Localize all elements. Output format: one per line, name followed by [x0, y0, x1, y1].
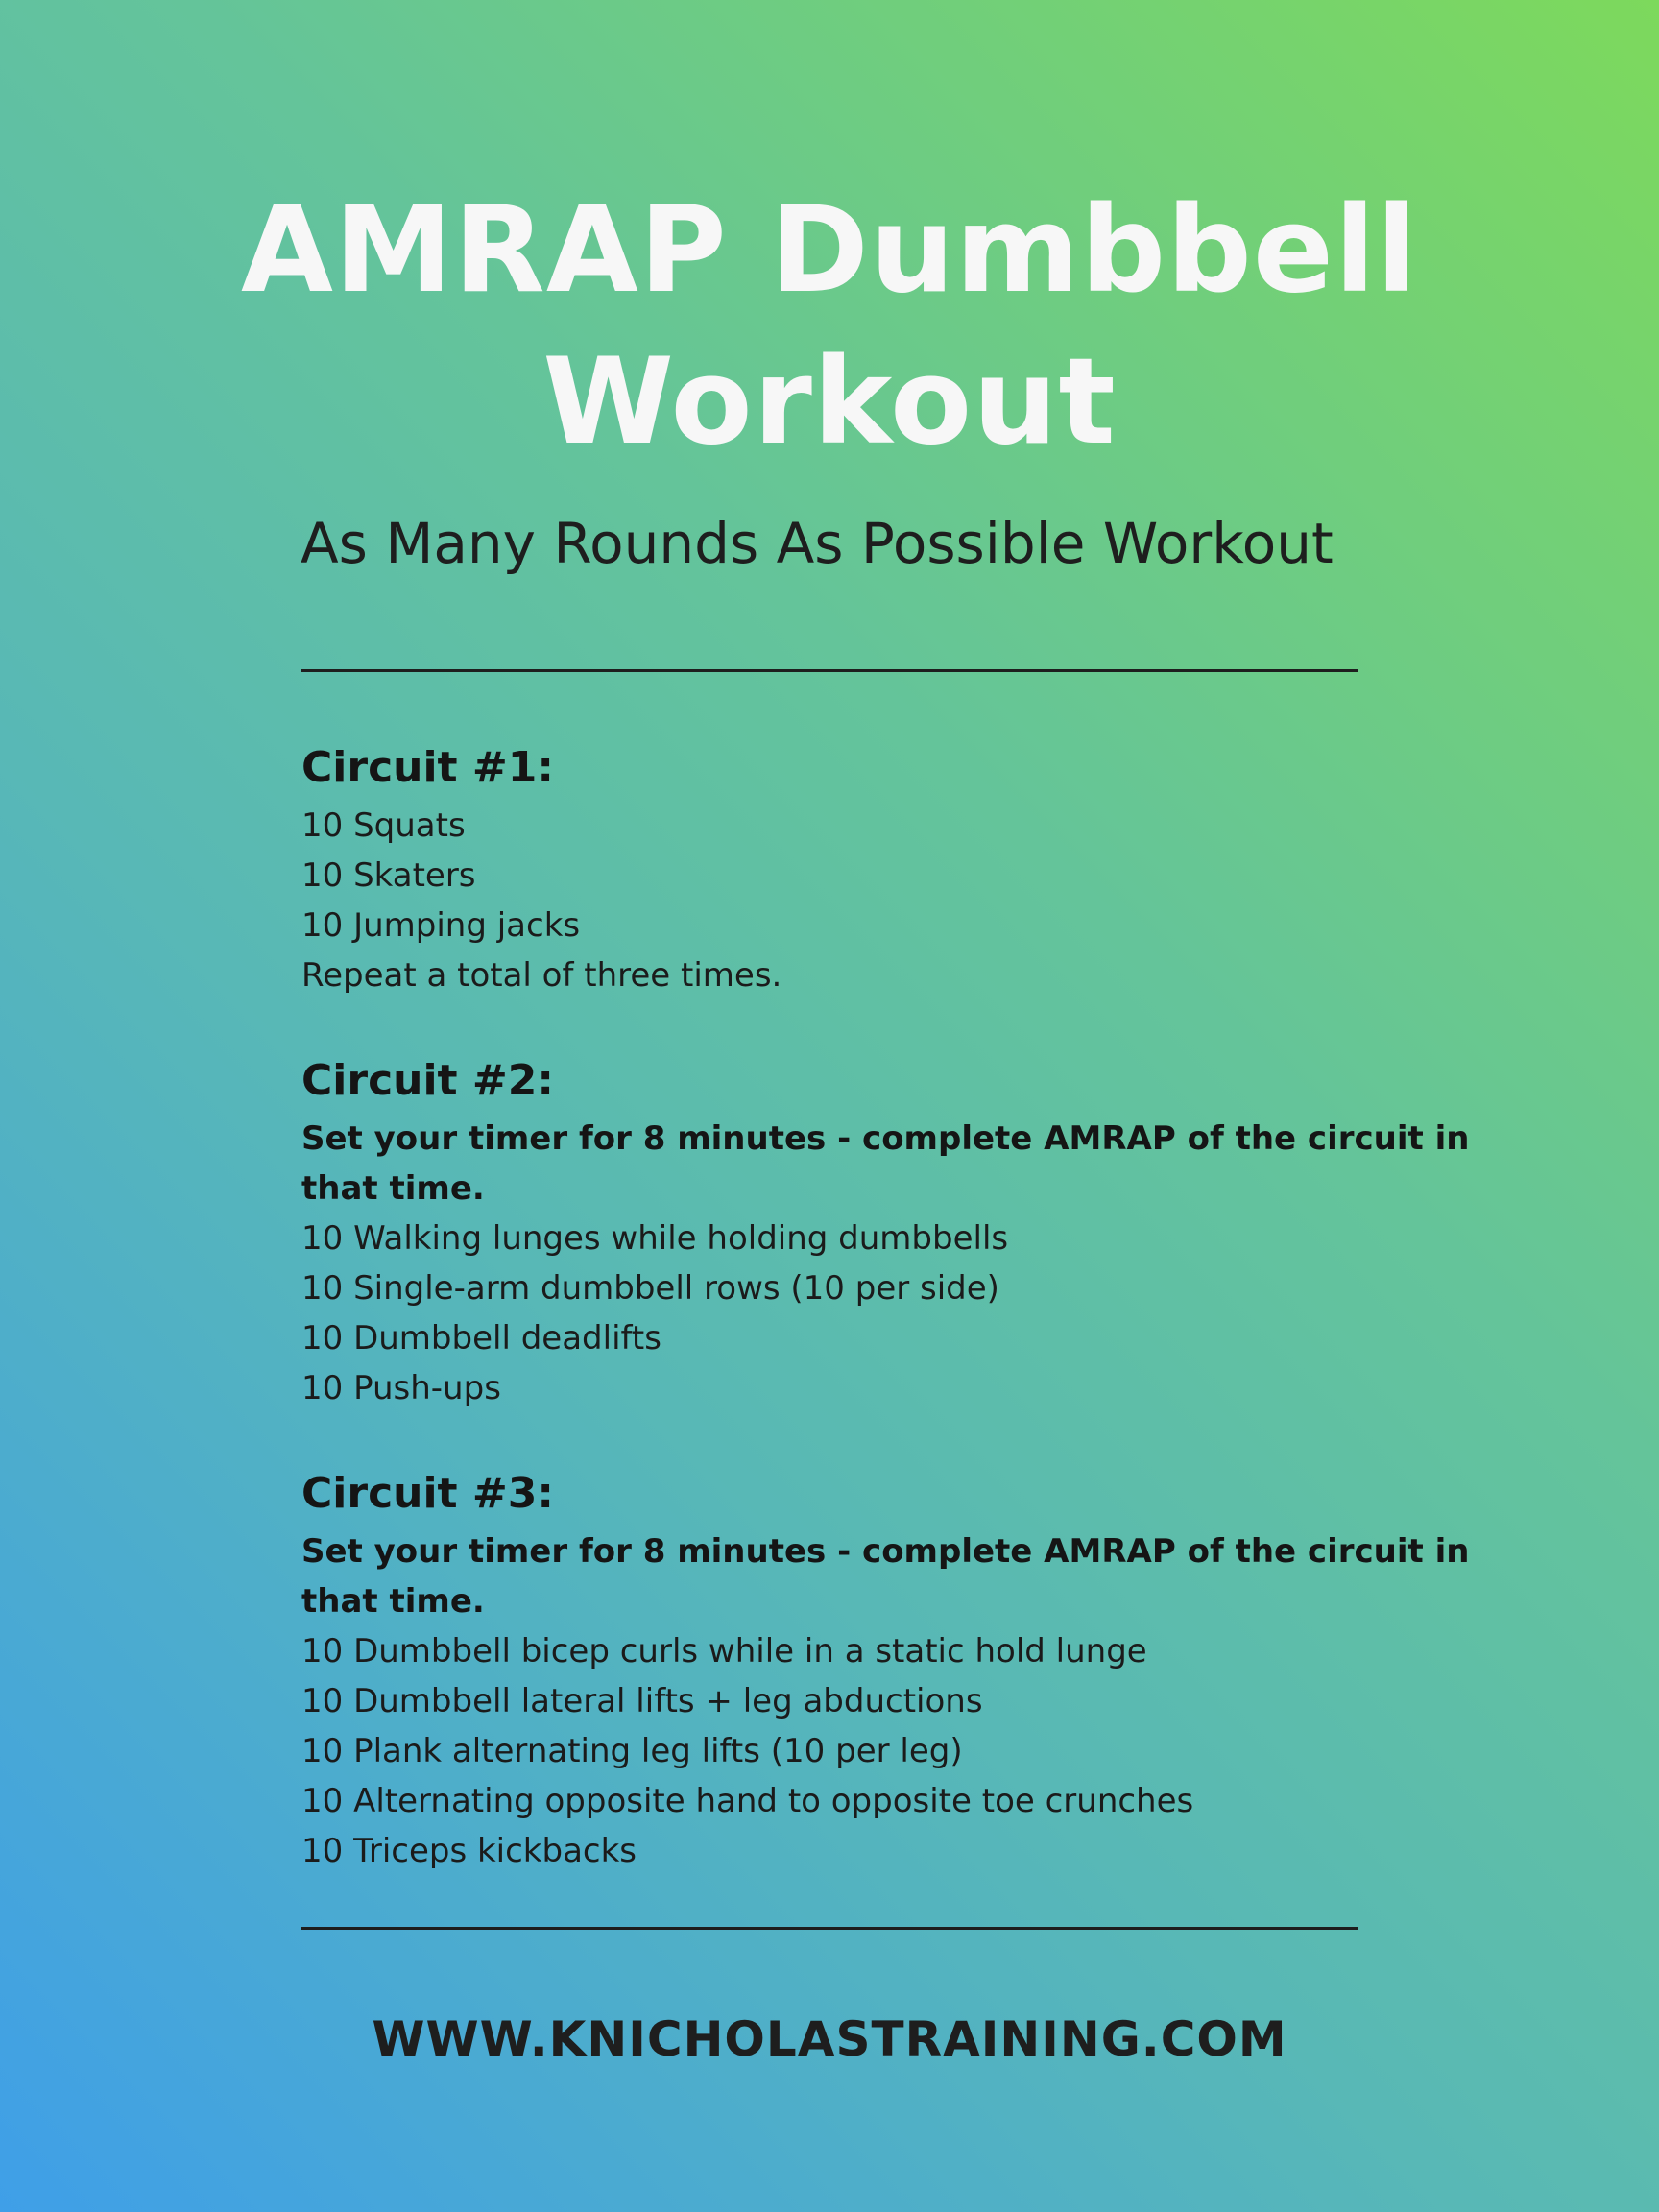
title-line-1: AMRAP Dumbbell — [241, 181, 1418, 320]
list-item: 10 Dumbbell bicep curls while in a static hold lunge — [301, 1632, 1147, 1671]
circuit-3 — [301, 1463, 1492, 1876]
list-item: 10 Single-arm dumbbell rows (10 per side) — [301, 1269, 999, 1308]
list-item: 10 Squats — [301, 806, 466, 845]
list-item: 10 Skaters — [301, 856, 476, 895]
list-item: 10 Jumping jacks — [301, 906, 581, 945]
circuit-heading: Circuit #2: — [301, 1056, 554, 1105]
exercise-list — [301, 1626, 1492, 1876]
exercise-list — [301, 1214, 1492, 1413]
circuit-instruction: Set your timer for 8 minutes - complete AMRAP of the circuit in that time. — [301, 1119, 1470, 1208]
list-item: Repeat a total of three times. — [301, 956, 782, 995]
circuits-section — [301, 737, 1492, 1876]
top-divider — [301, 669, 1358, 672]
list-item: 10 Push-ups — [301, 1369, 501, 1407]
circuit-heading: Circuit #3: — [301, 1469, 554, 1518]
circuit-heading: Circuit #1: — [301, 743, 554, 792]
circuit-1 — [301, 737, 1492, 1000]
exercise-list — [301, 801, 1492, 1000]
bottom-divider — [301, 1927, 1358, 1930]
website-url: WWW.KNICHOLASTRAINING.COM — [372, 2011, 1287, 2067]
title-line-2: Workout — [542, 333, 1117, 471]
list-item: 10 Alternating opposite hand to opposite toe crunches — [301, 1782, 1194, 1820]
page-subtitle: As Many Rounds As Possible Workout — [301, 511, 1334, 576]
list-item: 10 Dumbbell lateral lifts + leg abductions — [301, 1682, 983, 1720]
circuit-2 — [301, 1050, 1492, 1413]
circuit-instruction: Set your timer for 8 minutes - complete AMRAP of the circuit in that time. — [301, 1532, 1470, 1621]
list-item: 10 Triceps kickbacks — [301, 1832, 637, 1870]
list-item: 10 Walking lunges while holding dumbbells — [301, 1219, 1009, 1258]
page-title — [192, 175, 1467, 478]
list-item: 10 Dumbbell deadlifts — [301, 1319, 661, 1358]
list-item: 10 Plank alternating leg lifts (10 per leg) — [301, 1732, 963, 1770]
